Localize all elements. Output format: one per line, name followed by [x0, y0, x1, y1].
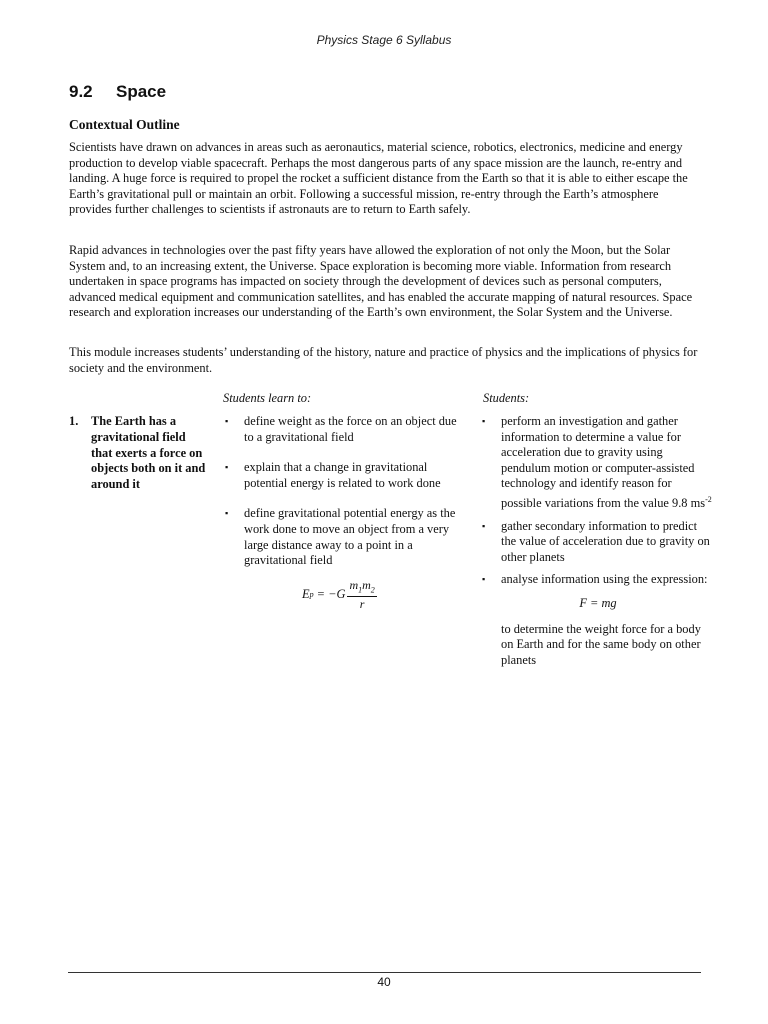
formula-lhs-sub: p [309, 590, 314, 600]
topic-1 [69, 414, 209, 493]
page-header: Physics Stage 6 Syllabus [316, 33, 452, 47]
learn-item [223, 414, 463, 445]
num-m2: m [362, 577, 371, 592]
section-number: 9.2 [69, 82, 93, 101]
num-m1: m [349, 577, 359, 592]
learn-item [223, 460, 463, 491]
students-list [480, 414, 715, 675]
students-item [480, 519, 715, 566]
formula-eq: = −G [313, 587, 346, 602]
students-heading: Students: [483, 391, 530, 405]
outline-paragraph-1: Scientists have drawn on advances in areas such as aeronautics, material science, robotics, electronics, medicine and energy production to develop viable spacecraft. Perhaps the most dangerous parts of any space mission are the launch, re-entry and landing. A huge force is required to propel the rocket a sufficient distance from the Earth so that it is able to either escape the Earth’s gravitational pull or maintain an orbit. Following a successful mission, re-entry through the Earth’s atmosphere provides further challenges to scientists if astronauts are to return to Earth safely. [69, 140, 688, 217]
formula-lhs: E [302, 587, 310, 602]
weight-formula: F = mg [579, 596, 617, 611]
students-item-text: gather secondary information to predict the value of acceleration due to gravity on other planets [501, 518, 710, 564]
students-item [480, 572, 715, 668]
learn-item-text: define gravitational potential energy as the work done to move an object from a very large distance away to a point in a gravitational field [244, 506, 456, 568]
topic-number: 1. [69, 414, 79, 428]
outline-paragraph-2: Rapid advances in technologies over the past fifty years have allowed the exploration of not only the Moon, but the Solar System and, to an increasing extent, the Universe. Space exploration is becoming more viable. Information from research undertaken in space programs has impacted on society through the development of devices such as personal computers, advanced medical equipment and communication satellites, and has enabled the accurate mapping of natural resources. Space research and exploration increases our understanding of the Earth’s own environment, the Solar System and the Universe. [69, 243, 693, 320]
bullet-icon: ▪ [225, 416, 229, 426]
page-number: 40 [377, 975, 391, 989]
formula-numerator [347, 579, 376, 597]
section-title [69, 82, 166, 102]
num-sub2: 2 [370, 585, 375, 595]
students-item-text: analyse information using the expression: [501, 572, 708, 587]
potential-energy-formula [302, 579, 463, 611]
contextual-outline-heading: Contextual Outline [69, 117, 180, 132]
students-item-text: perform an investigation and gather information to determine a value for acceleration due to gravity using pendulum motion or computer-assisted technology and identify reason for possible variations from the value 9.8 ms [501, 414, 706, 511]
bullet-icon: ▪ [225, 508, 229, 519]
formula-fraction [347, 579, 376, 611]
formula-denominator: r [359, 597, 365, 612]
topic-text: The Earth has a gravitational field that exerts a force on objects both on it and around it [91, 414, 206, 492]
learn-item-text: explain that a change in gravitational potential energy is related to work done [244, 460, 441, 490]
students-learn-heading: Students learn to: [223, 391, 312, 405]
students-item [480, 414, 715, 512]
units-superscript: -2 [705, 494, 712, 504]
learn-item-text: define weight as the force on an object due to a gravitational field [244, 414, 457, 444]
bullet-icon: ▪ [482, 520, 486, 531]
footer-divider [68, 972, 701, 973]
bullet-icon: ▪ [482, 574, 486, 585]
students-item-continuation: to determine the weight force for a body on Earth and for the same body on other planets [501, 621, 701, 667]
bullet-icon: ▪ [482, 416, 486, 426]
learn-list [223, 414, 463, 626]
outline-paragraph-3: This module increases students’ understanding of the history, nature and practice of physics and the implications of physics for society and the environment. [69, 345, 698, 375]
learn-item [223, 506, 463, 611]
num-sub1: 1 [358, 585, 363, 595]
bullet-icon: ▪ [225, 462, 229, 473]
section-name: Space [116, 82, 167, 101]
